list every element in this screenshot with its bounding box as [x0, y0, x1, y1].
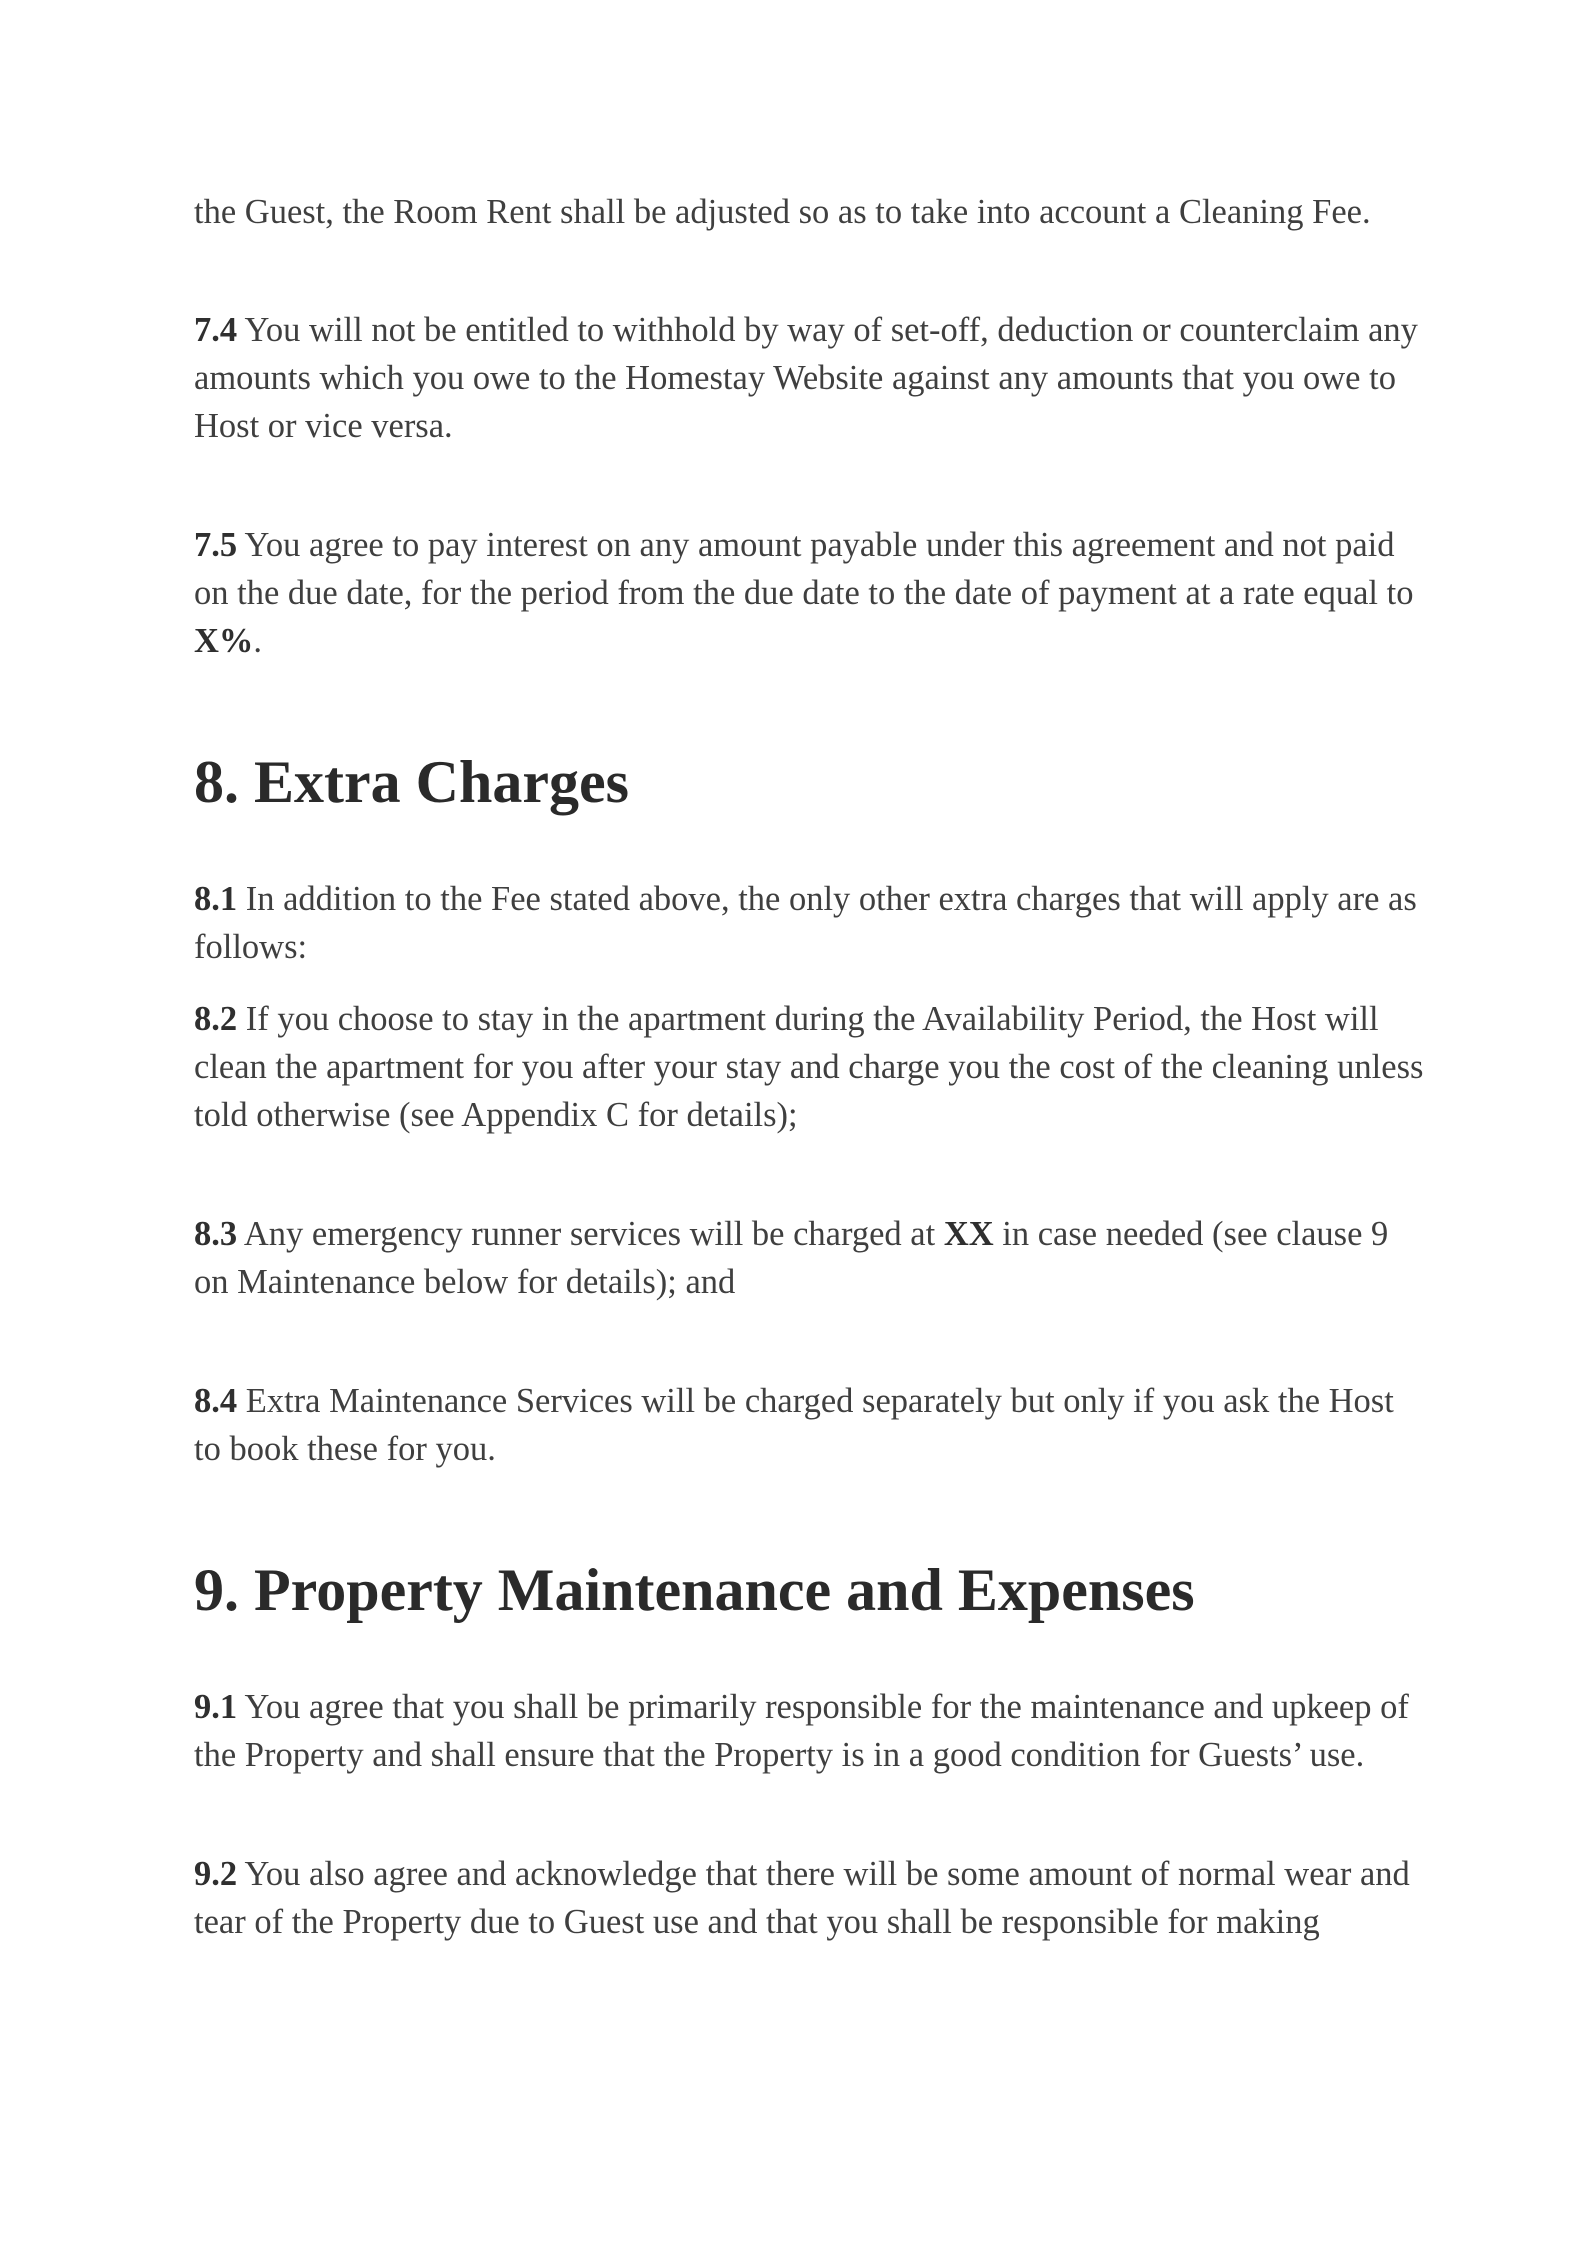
clause-text-end: in case needed (see clause 9 on Maintenance below for details); and	[194, 1215, 1389, 1301]
clause-text-end: .	[253, 622, 263, 660]
clause-8-1	[194, 875, 1424, 971]
section-heading-8: 8. Extra Charges	[194, 749, 629, 815]
clause-number: 8.3	[194, 1215, 238, 1253]
clause-8-3	[194, 1210, 1424, 1306]
clause-text: In addition to the Fee stated above, the only other extra charges that will apply are as follows:	[194, 880, 1417, 966]
section-heading-9: 9. Property Maintenance and Expenses	[194, 1557, 1195, 1623]
clause-9-1	[194, 1683, 1424, 1779]
clause-text: You will not be entitled to withhold by way of set-off, deduction or counterclaim any amounts which you owe to the Homestay Website against any amounts that you owe to Host or vice versa.	[194, 311, 1418, 445]
clause-number: 8.1	[194, 880, 238, 918]
clause-8-4	[194, 1377, 1424, 1473]
clause-7-3-continuation	[194, 188, 1424, 236]
clause-number: 8.2	[194, 1000, 238, 1038]
clause-9-2	[194, 1850, 1424, 1946]
interest-rate-placeholder: X%	[194, 622, 254, 660]
clause-7-4	[194, 306, 1424, 450]
clause-7-5	[194, 521, 1424, 665]
runner-fee-placeholder: XX	[943, 1215, 994, 1253]
clause-text: the Guest, the Room Rent shall be adjusted so as to take into account a Cleaning Fee.	[194, 193, 1371, 231]
clause-number: 7.5	[194, 526, 238, 564]
clause-number: 8.4	[194, 1382, 238, 1420]
clause-text: Any emergency runner services will be charged at	[237, 1215, 944, 1253]
document-body	[194, 188, 1424, 1946]
clause-text: If you choose to stay in the apartment during the Availability Period, the Host will clean the apartment for you after your stay and charge you the cost of the cleaning unless told otherwise (see Appendix C for details);	[194, 1000, 1424, 1134]
clause-text: You agree to pay interest on any amount payable under this agreement and not paid on the due date, for the period from the due date to the date of payment at a rate equal to	[194, 526, 1414, 612]
clause-number: 7.4	[194, 311, 238, 349]
clause-8-2	[194, 995, 1424, 1139]
clause-number: 9.1	[194, 1688, 238, 1726]
clause-text: You agree that you shall be primarily responsible for the maintenance and upkeep of the Property and shall ensure that the Property is in a good condition for Guests’ use.	[194, 1688, 1409, 1774]
clause-text: Extra Maintenance Services will be charged separately but only if you ask the Host to book these for you.	[194, 1382, 1394, 1468]
clause-text: You also agree and acknowledge that there will be some amount of normal wear and tear of the Property due to Guest use and that you shall be responsible for making	[194, 1855, 1410, 1941]
clause-number: 9.2	[194, 1855, 238, 1893]
